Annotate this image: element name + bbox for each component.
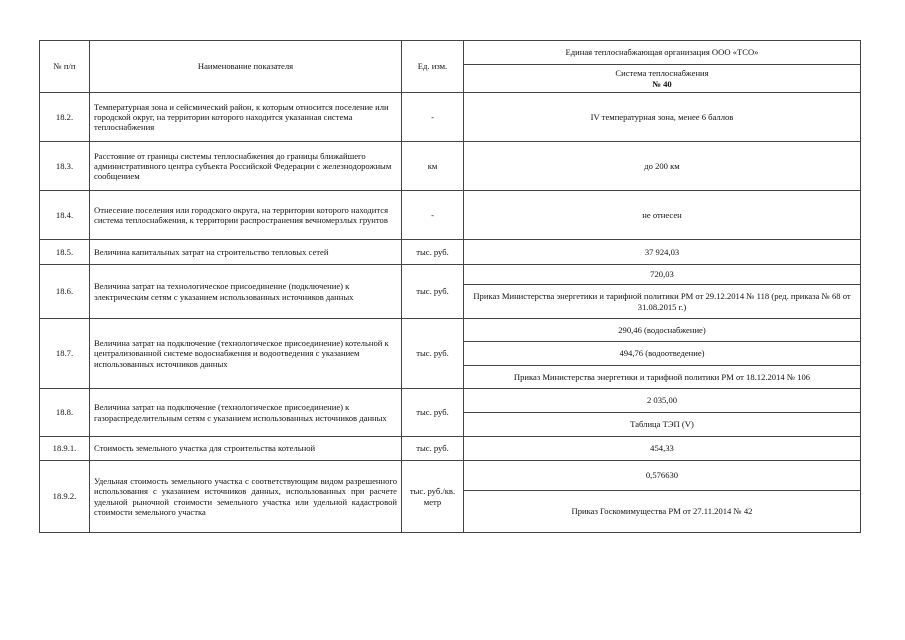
- header-org: Единая теплоснабжающая организация ООО «ТСО»: [464, 41, 861, 65]
- row-value: 290,46 (водоснабжение): [464, 319, 861, 342]
- row-source: Приказ Министерства энергетики и тарифной политики РМ от 29.12.2014 № 118 (ред. приказа № 68 от 31.08.2015 г.): [464, 285, 861, 319]
- row-unit: тыс. руб.: [402, 437, 464, 461]
- row-name: Удельная стоимость земельного участка с соответствующим видом разрешенного использования с указанием источников данных, использованных при расчете удельной рыночной стоимости земельного участка или удельной кадастровой стоимости земельного участка: [90, 461, 402, 533]
- header-num: № п/п: [40, 41, 90, 93]
- header-unit: Ед. изм.: [402, 41, 464, 93]
- row-name: Расстояние от границы системы теплоснабжения до границы ближайшего административного центра субъекта Российской Федерации с железнодорожным сообщением: [90, 142, 402, 191]
- row-source: Приказ Министерства энергетики и тарифной политики РМ от 18.12.2014 № 106: [464, 366, 861, 389]
- header-name: Наименование показателя: [90, 41, 402, 93]
- row-value: не отнесен: [464, 191, 861, 240]
- indicators-table: [39, 40, 861, 533]
- row-value: IV температурная зона, менее 6 баллов: [464, 93, 861, 142]
- row-name: Отнесение поселения или городского округа, на территории которого находится система теплоснабжения, к территории распространения вечномерзлых грунтов: [90, 191, 402, 240]
- row-num: 18.6.: [40, 265, 90, 319]
- row-num: 18.9.2.: [40, 461, 90, 533]
- row-unit: тыс. руб.: [402, 240, 464, 265]
- row-unit: тыс. руб.: [402, 389, 464, 437]
- row-num: 18.2.: [40, 93, 90, 142]
- row-num: 18.5.: [40, 240, 90, 265]
- row-num: 18.4.: [40, 191, 90, 240]
- row-unit: -: [402, 191, 464, 240]
- row-name: Величина затрат на технологическое присоединение (подключение) к электрическим сетям с указанием использованных источников данных: [90, 265, 402, 319]
- row-source: Приказ Госкомимущества РМ от 27.11.2014 № 42: [464, 491, 861, 533]
- row-value: 720,03: [464, 265, 861, 285]
- row-source: Таблица ТЭП (V): [464, 413, 861, 437]
- table-row: [40, 437, 861, 461]
- table-row: [40, 142, 861, 191]
- row-value: 494,76 (водоотведение): [464, 342, 861, 366]
- row-value: 37 924,03: [464, 240, 861, 265]
- header-system: Система теплоснабжения № 40: [464, 65, 861, 93]
- row-value: 454,33: [464, 437, 861, 461]
- table-row: [40, 461, 861, 491]
- row-value: 0,576630: [464, 461, 861, 491]
- table-row: [40, 319, 861, 342]
- table-row: [40, 93, 861, 142]
- row-unit: тыс. руб.: [402, 319, 464, 389]
- row-name: Температурная зона и сейсмический район, к которым относится поселение или городской округ, на территории которого находится указанная система теплоснабжения: [90, 93, 402, 142]
- table-row: [40, 265, 861, 285]
- row-value: до 200 км: [464, 142, 861, 191]
- row-num: 18.9.1.: [40, 437, 90, 461]
- row-num: 18.8.: [40, 389, 90, 437]
- row-num: 18.7.: [40, 319, 90, 389]
- table-row: [40, 191, 861, 240]
- row-unit: км: [402, 142, 464, 191]
- table-row: [40, 240, 861, 265]
- row-name: Величина затрат на подключение (технологическое присоединение) котельной к централизованной системе водоснабжения и водоотведения с указанием использованных источников данных: [90, 319, 402, 389]
- row-unit: -: [402, 93, 464, 142]
- row-num: 18.3.: [40, 142, 90, 191]
- row-name: Стоимость земельного участка для строительства котельной: [90, 437, 402, 461]
- row-unit: тыс. руб./кв. метр: [402, 461, 464, 533]
- row-unit: тыс. руб.: [402, 265, 464, 319]
- row-name: Величина затрат на подключение (технологическое присоединение) к газораспределительным сетям с указанием использованных источников данных: [90, 389, 402, 437]
- row-value: 2 035,00: [464, 389, 861, 413]
- row-name: Величина капитальных затрат на строительство тепловых сетей: [90, 240, 402, 265]
- table-row: [40, 389, 861, 413]
